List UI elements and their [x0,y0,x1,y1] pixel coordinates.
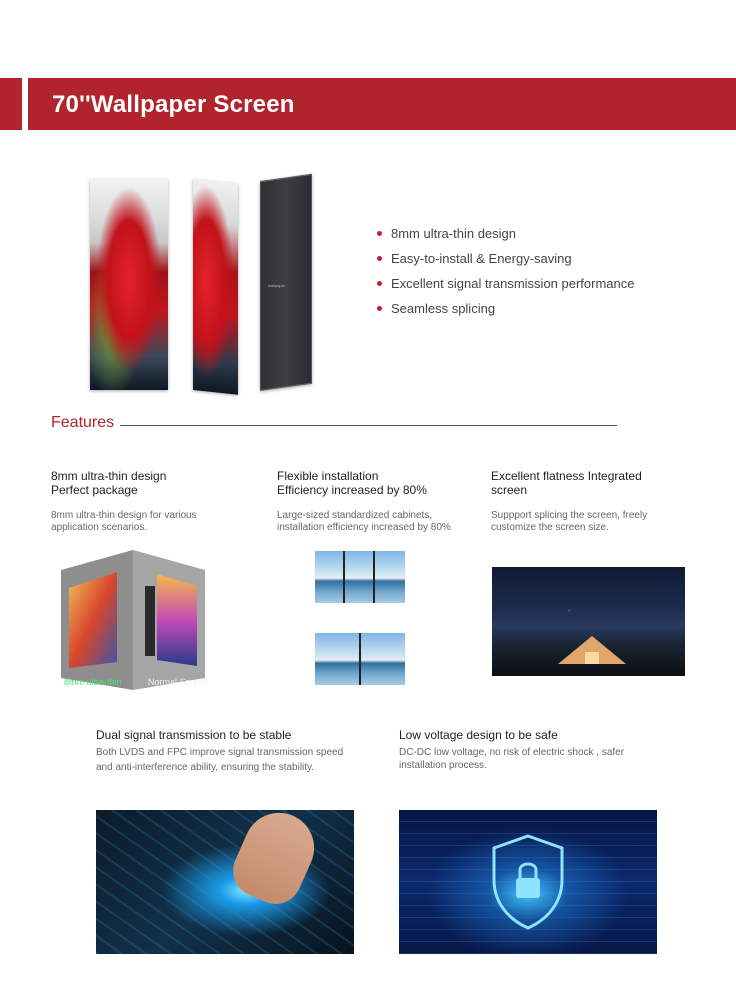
feature-bullets [376,224,635,324]
header-accent-tab [0,78,22,130]
badge-normal-screen: Normal Screen [148,677,209,687]
card-signal-title: Dual signal transmission to be stable [96,728,292,742]
features-divider [120,425,617,426]
product-front-image [90,179,168,390]
card-ultra-thin-desc-1: 8mm ultra-thin design for various [51,510,197,521]
product-side-image [193,179,238,395]
shield-lock-icon [488,832,568,932]
card-ultra-thin-title-1: 8mm ultra-thin design [51,469,167,483]
card-installation-title-1: Flexible installation [277,469,379,483]
card-installation-title-2: Efficiency increased by 80% [277,483,427,497]
circuit-board-image [96,810,354,954]
tent-door-shape [585,652,599,664]
card-voltage-title: Low voltage design to be safe [399,728,558,742]
bullet-item: Excellent signal transmission performance [376,274,635,299]
card-ultra-thin-title-2: Perfect package [51,483,138,497]
features-heading: Features [51,414,115,431]
card-ultra-thin-desc-2: application scenarios. [51,522,148,533]
card-flatness-title-1: Excellent flatness Integrated [491,469,642,483]
card-flatness-desc-2: customize the screen size. [491,522,609,533]
spliced-wall-image-top [315,551,405,603]
bullet-item: 8mm ultra-thin design [376,224,635,249]
card-voltage-desc-1: DC-DC low voltage, no risk of electric shock , safer [399,747,625,758]
badge-ultra-thin: 8mm ultra-thin [64,677,122,687]
bullet-item: Easy-to-install & Energy-saving [376,249,635,274]
card-flatness-desc-1: Suppport splicing the screen, freely [491,510,648,521]
card-installation-desc-1: Large-sized standardized cabinets, [277,510,433,521]
card-voltage-desc-2: installation process. [399,760,487,771]
card-flatness-title-2: screen [491,483,528,497]
card-installation-desc-2: installation efficiency increased by 80% [277,522,451,533]
page-title: 70''Wallpaper Screen [52,91,295,118]
card-signal-desc-1: Both LVDS and FPC improve signal transmission speed [96,747,344,758]
bullet-item: Seamless splicing [376,299,635,324]
product-back-label: wallpaper [268,283,286,288]
ultra-thin-comparison-illustration [61,550,205,690]
card-signal-desc-2: and anti-interference ability, ensuring the stability. [96,762,315,773]
spliced-wall-image-bottom [315,633,405,685]
